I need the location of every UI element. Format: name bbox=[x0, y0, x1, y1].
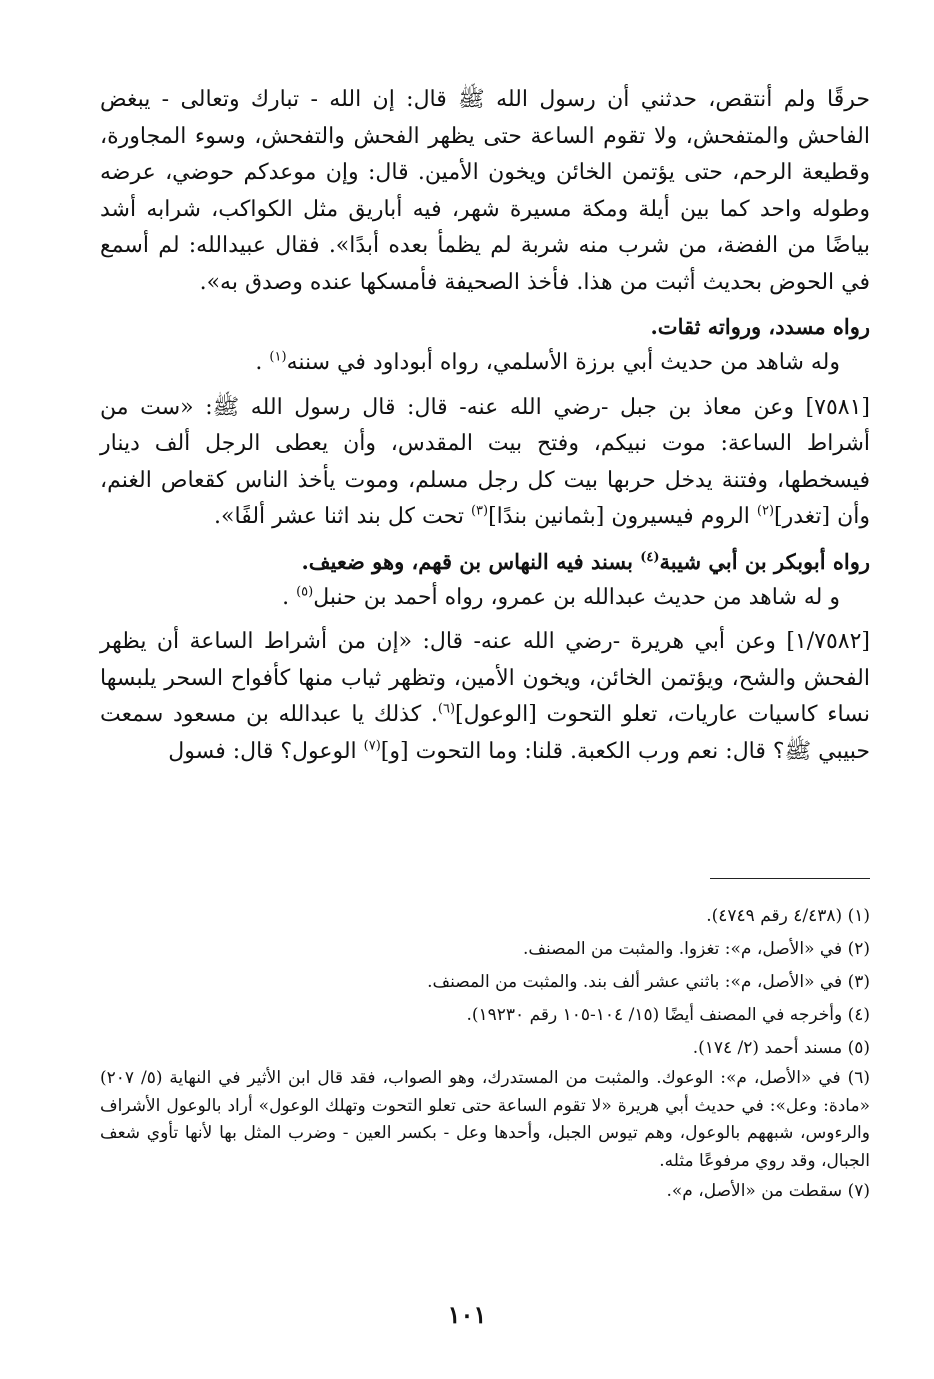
page-number: ١٠١ bbox=[447, 1300, 487, 1329]
hadith-7582-text-1: وعن أبي هريرة -رضي الله عنه- قال: «إن من أشراط الساعة أن يظهر الفحش والشح، ويؤتمن الخائن، ويخون الأمين، وتظهر ثياب منها كأفواح السحر يلبسها نساء كاسيات عاريات، تعلو التحوت [الوعول] bbox=[100, 629, 870, 727]
footnote-ref-7: (٧) bbox=[363, 738, 381, 754]
hadith-7581-text-1: وعن معاذ بن جبل -رضي الله عنه- قال: قال رسول الله ﷺ: «ست من أشراط الساعة: موت نبيكم، وفتح بيت المقدس، وأن يعطى الرجل ألف دينار فيسخطها، وفتنة يدخل حربها بيت كل رجل مسلم، وموت يأخذ الناس كقعاص الغنم، وأن [تغدر] bbox=[100, 394, 870, 529]
footnote-4: (٤) وأخرجه في المصنف أيضًا (١٥/ ١٠٤-١٠٥ رقم ١٩٢٣٠). bbox=[466, 1005, 870, 1025]
hadith-7581-text-3: تحت كل بند اثنا عشر ألفًا». bbox=[214, 504, 471, 529]
narration-source-2 bbox=[100, 544, 870, 580]
source-2-text-2: بسند فيه النهاس بن قهم، وهو ضعيف. bbox=[301, 548, 641, 574]
footnote-ref-6: (٦) bbox=[437, 701, 456, 717]
paragraph-hadith-continuation: حرقًا ولم أنتقص، حدثني أن رسول الله ﷺ قال: إن الله - تبارك وتعالى - يبغض الفاحش والمتفحش، ولا تقوم الساعة حتى يظهر الفحش والتفحش، وسوء المجاورة، وقطيعة الرحم، حتى يؤتمن الخائن ويخون الأمين. قال: وإن موعدكم حوضي، عرضه وطوله واحد كما بين أيلة ومكة مسيرة شهر، فيه أباريق مثل الكواكب، شرابه أشد بياضًا من الفضة، من شرب منه شربة لم يظمأ بعده أبدًا». فقال عبيدالله: لم أسمع في الحوض بحديث أثبت من هذا. فأخذ الصحيفة فأمسكها عنده وصدق به». bbox=[100, 87, 870, 295]
footnote-3: (٣) في «الأصل، م»: باثني عشر ألف بند. والمثبت من المصنف. bbox=[427, 972, 870, 992]
footnote-ref-5: (٥) bbox=[296, 584, 314, 600]
footnotes-block bbox=[100, 900, 870, 1208]
hadith-7581-text-2: الروم فيسيرون [بثمانين بندًا] bbox=[488, 504, 757, 529]
paragraph-hadith-7582 bbox=[100, 624, 870, 770]
hadith-7582-text-2: . كذلك يا عبدالله بن مسعود سمعت حبيبي ﷺ؟ قال: نعم ورب الكعبة. قلنا: وما التحوت [و] bbox=[100, 702, 870, 764]
hadith-number-7582: [١/٧٥٨٢] bbox=[786, 629, 870, 654]
main-text-block bbox=[100, 82, 870, 770]
witness-2-text: و له شاهد من حديث عبدالله بن عمرو، رواه أحمد بن حنبل bbox=[313, 584, 840, 610]
witness-note-2: و له شاهد من حديث عبدالله بن عمرو، رواه أحمد بن حنبل$^{(٥)}$ . bbox=[282, 584, 840, 610]
footnote-1: (١) (٤/٤٣٨ رقم ٤٧٤٩). bbox=[706, 906, 870, 926]
witness-1-text: وله شاهد من حديث أبي برزة الأسلمي، رواه أبوداود في سننه bbox=[286, 350, 840, 375]
footnote-5: (٥) مسند أحمد (٢/ ١٧٤). bbox=[692, 1038, 870, 1058]
source-2-text-1: رواه أبوبكر بن أبي شيبة bbox=[659, 548, 870, 574]
footnote-divider bbox=[710, 878, 870, 879]
footnote-6: (٦) في «الأصل، م»: الوعوك. والمثبت من المستدرك، وهو الصواب، فقد قال ابن الأثير في النهاية (٥/ ٢٠٧) «مادة: وعل»: في حديث أبي هريرة «لا تقوم الساعة حتى تعلو التحوت وتهلك الوعول» أراد بالوعول الأشراف والرءوس، شبههم بالوعول، وهم تيوس الجبل، وأحدها وعل - بكسر العين - وضرب المثل بها لأنها تأوي شعف الجبال، وقد روي مرفوعًا مثله. bbox=[100, 1068, 870, 1171]
hadith-7582-text-3: الوعول؟ قال: فسول bbox=[168, 738, 364, 764]
paragraph-hadith-7581 bbox=[100, 390, 870, 536]
footnote-7: (٧) سقطت من «الأصل، م». bbox=[666, 1181, 870, 1201]
witness-note-1: وله شاهد من حديث أبي برزة الأسلمي، رواه أبوداود في سننه$^{(١)}$ . bbox=[255, 349, 840, 375]
narration-source-1: رواه مسدد، ورواته ثقات. bbox=[650, 314, 870, 339]
hadith-number-7581: [٧٥٨١] bbox=[805, 394, 870, 420]
footnote-ref-1: (١) bbox=[269, 349, 287, 365]
footnote-ref-3: (٣) bbox=[470, 503, 489, 519]
footnote-2: (٢) في «الأصل، م»: تغزوا. والمثبت من المصنف. bbox=[523, 939, 870, 959]
footnote-ref-2: (٢) bbox=[756, 503, 775, 519]
footnote-ref-4: (٤) bbox=[640, 549, 660, 565]
